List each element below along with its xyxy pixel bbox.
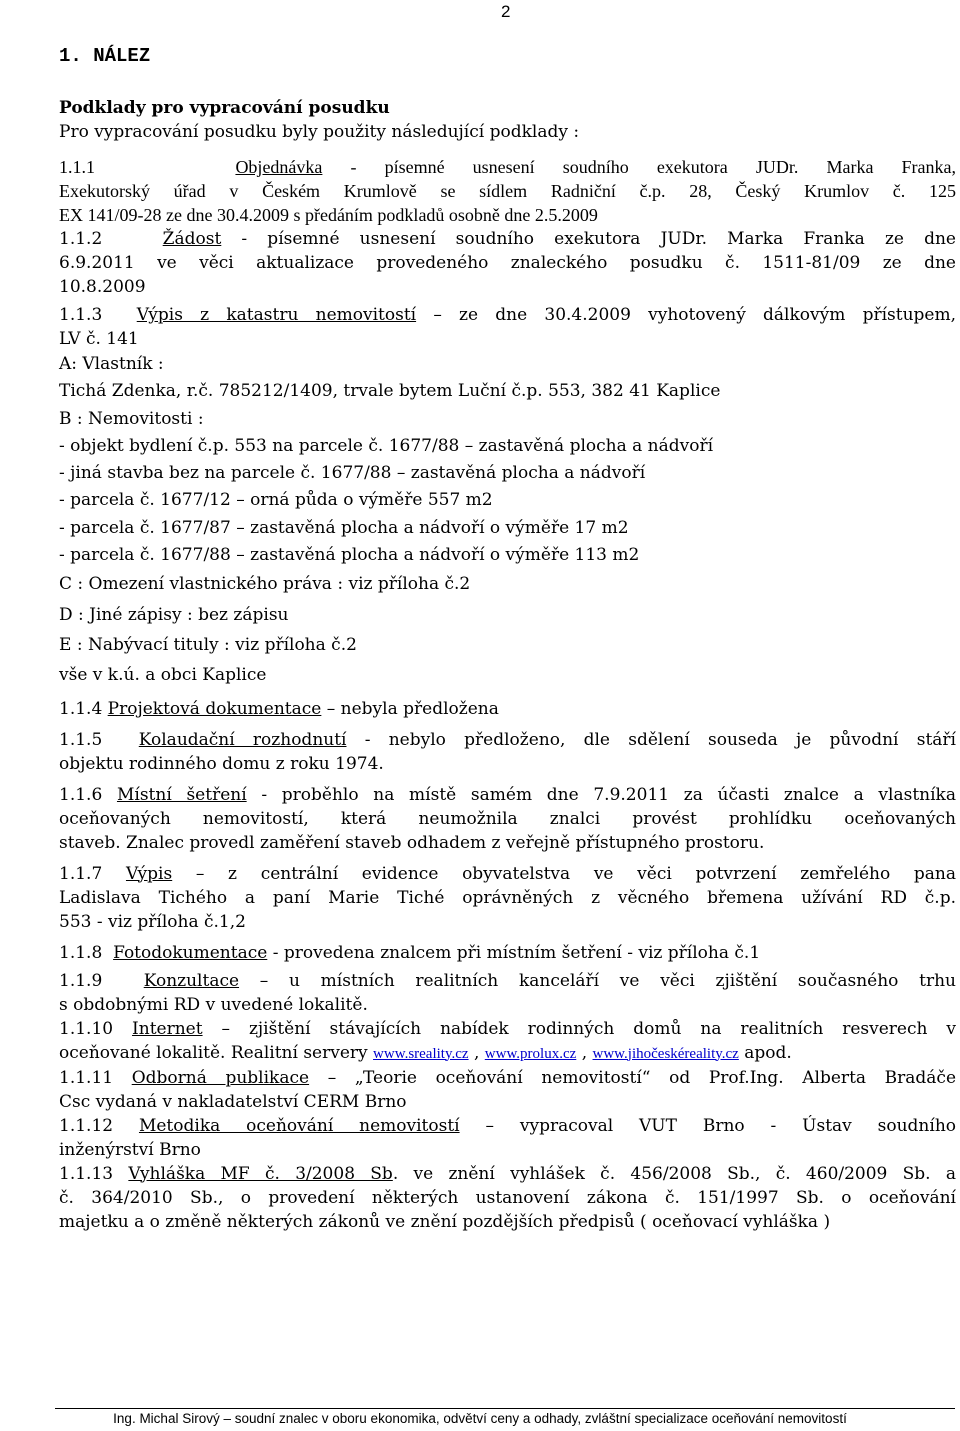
- item-title: Výpis: [125, 863, 173, 884]
- footer-divider: [55, 1408, 955, 1409]
- item-1-1-5: 1.1.5 Kolaudační rozhodnutí - nebylo předloženo, dle sdělení souseda je původní stáří objektu rodinného domu z roku 1974.: [59, 729, 956, 774]
- page-number: 2: [501, 2, 511, 21]
- kn-line: C : Omezení vlastnického práva : viz příloha č.2: [59, 574, 471, 595]
- item-title: Odborná publikace: [131, 1067, 310, 1088]
- intro-text: Pro vypracování posudku byly použity následující podklady :: [59, 122, 580, 142]
- item-title: Internet: [132, 1018, 203, 1039]
- kn-line: Tichá Zdenka, r.č. 785212/1409, trvale bytem Luční č.p. 553, 382 41 Kaplice: [59, 381, 721, 402]
- kn-line: vše v k.ú. a obci Kaplice: [59, 665, 267, 686]
- item-title: Objednávka: [235, 157, 323, 177]
- item-title: Vyhláška MF č. 3/2008 Sb: [128, 1163, 393, 1184]
- item-title: Metodika oceňování nemovitostí: [138, 1115, 460, 1136]
- item-1-1-12: 1.1.12 Metodika oceňování nemovitostí – vypracoval VUT Brno - Ústav soudního inženýrství Brno: [59, 1115, 957, 1160]
- item-1-1-10: 1.1.10 Internet – zjištění stávajících nabídek rodinných domů na realitních resverech v oceňované lokalitě. Realitní servery www.sreality.cz , www.prolux.cz , www.jihočeskéreality.cz apod.: [59, 1018, 957, 1063]
- item-1-1-13: 1.1.13 Vyhláška MF č. 3/2008 Sb. ve znění vyhlášek č. 456/2008 Sb., č. 460/2009 Sb. a č. 364/2010 Sb., o provedení některých ustanovení zákona č. 151/1997 Sb. o oceňování majetku a o změně některých zákonů ve znění pozdějších předpisů ( oceňovací vyhláška ): [59, 1163, 957, 1232]
- kn-line: - parcela č. 1677/87 – zastavěná plocha a nádvoří o výměře 17 m2: [59, 517, 629, 538]
- item-1-1-11: 1.1.11 Odborná publikace – „Teorie oceňování nemovitostí“ od Prof.Ing. Alberta Bradáče Csc vydaná v nakladatelství CERM Brno: [59, 1067, 957, 1112]
- item-title: Žádost: [162, 229, 222, 249]
- item-title: Konzultace: [143, 970, 240, 991]
- kn-line: - objekt bydlení č.p. 553 na parcele č. 1677/88 – zastavěná plocha a nádvoří: [59, 435, 714, 456]
- item-title: Kolaudační rozhodnutí: [138, 729, 347, 750]
- kn-line: B : Nemovitosti :: [59, 408, 204, 429]
- item-1-1-4: 1.1.4 Projektová dokumentace – nebyla předložena: [59, 698, 499, 719]
- item-1-1-9: 1.1.9 Konzultace – u místních realitních kanceláří ve věci zjištění současného trhu s obdobnými RD v uvedené lokalitě.: [59, 970, 956, 1015]
- kn-line: E : Nabývací tituly : viz příloha č.2: [59, 634, 357, 655]
- kn-line: - jiná stavba bez na parcele č. 1677/88 – zastavěná plocha a nádvoří: [59, 463, 646, 484]
- item-title: Fotodokumentace: [113, 942, 268, 963]
- item-1-1-3: 1.1.3 Výpis z katastru nemovitostí – ze dne 30.4.2009 vyhotovený dálkovým přístupem, LV č. 141: [59, 305, 957, 349]
- item-title: Místní šetření: [116, 784, 247, 805]
- item-title: Projektová dokumentace: [107, 698, 322, 719]
- link-prolux[interactable]: www.prolux.cz: [484, 1045, 577, 1062]
- link-jihoceske-reality[interactable]: www.jihočeskéreality.cz: [592, 1045, 739, 1062]
- item-1-1-8: 1.1.8 Fotodokumentace - provedena znalcem při místním šetření - viz příloha č.1: [59, 942, 761, 963]
- kn-line: - parcela č. 1677/88 – zastavěná plocha a nádvoří o výměře 113 m2: [59, 545, 640, 566]
- item-1-1-6: 1.1.6 Místní šetření - proběhlo na místě samém dne 7.9.2011 za účasti znalce a vlastníka oceňovaných nemovitostí, která neumožnila znalci provést prohlídku oceňovaných staveb. Znalec provedl zaměření staveb odhadem z veřejně přístupného prostoru.: [59, 784, 956, 853]
- link-sreality[interactable]: www.sreality.cz: [373, 1045, 469, 1062]
- kn-line: - parcela č. 1677/12 – orná půda o výměře 557 m2: [59, 490, 493, 511]
- item-1-1-2: 1.1.2 Žádost - písemné usnesení soudního exekutora JUDr. Marka Franka ze dne 6.9.2011 ve věci aktualizace provedeného znaleckého posudku č. 1511-81/09 ze dne 10.8.2009: [59, 229, 956, 297]
- kn-line: A: Vlastník :: [59, 354, 164, 374]
- item-1-1-7: 1.1.7 Výpis – z centrální evidence obyvatelstva ve věci potvrzení zemřelého pana Ladislava Tichého a paní Marie Tiché oprávněných z věcného břemena užívání RD č.p. 553 - viz příloha č.1,2: [59, 863, 957, 932]
- section-title: Podklady pro vypracování posudku: [59, 98, 390, 118]
- land-registry-extract: [59, 351, 956, 690]
- page-footer: Ing. Michal Sirový – soudní znalec v oboru ekonomika, odvětví ceny a odhady, zvláštní specializace oceňování nemovitostí: [113, 1411, 847, 1426]
- item-title: Výpis z katastru nemovitostí: [136, 305, 417, 325]
- kn-line: D : Jiné zápisy : bez zápisu: [59, 604, 289, 625]
- chapter-heading: 1. NÁLEZ: [59, 45, 151, 67]
- item-1-1-1: 1.1.1 Objednávka - písemné usnesení soudního exekutora JUDr. Marka Franka, Exekutorský úřad v Českém Krumlově se sídlem Radniční č.p. 28, Český Krumlov č. 125 EX 141/09-28 ze dne 30.4.2009 s předáním podkladů osobně dne 2.5.2009: [59, 157, 957, 225]
- document-body: [59, 40, 956, 1234]
